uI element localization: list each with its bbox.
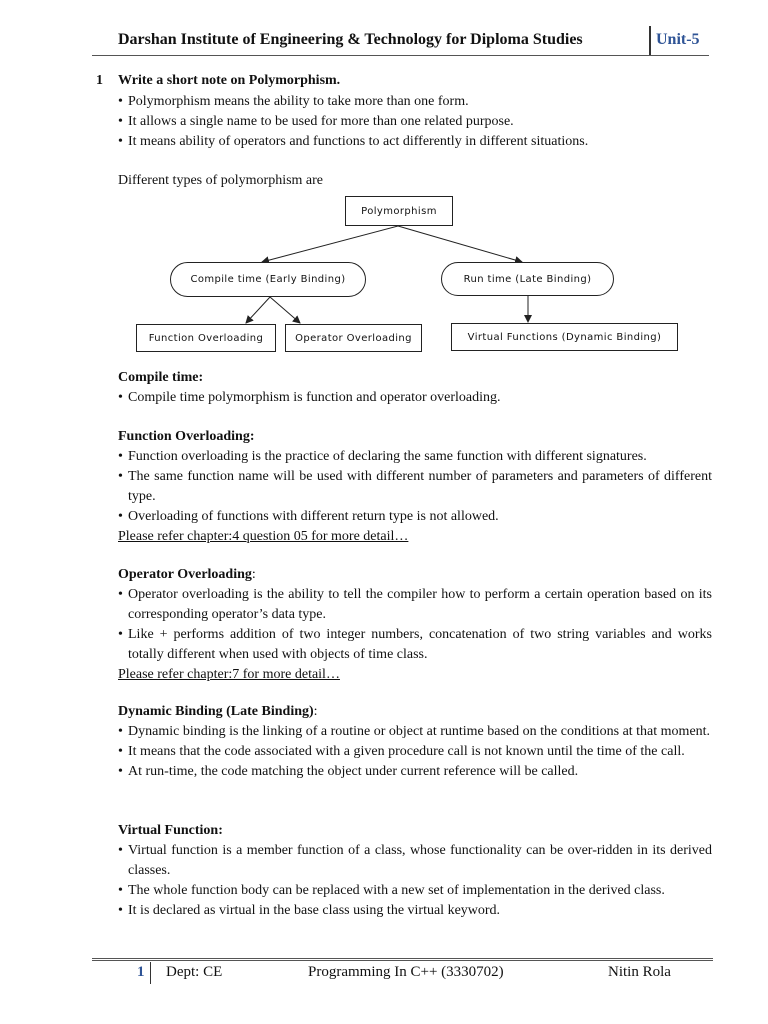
section-bullet: • Overloading of functions with different return type is not allowed.	[118, 507, 712, 527]
intro-bullet: • It means ability of operators and functions to act differently in different situations.	[118, 132, 712, 152]
intro-bullet: • Polymorphism means the ability to take more than one form.	[118, 92, 712, 112]
section-bullet: • At run-time, the code matching the object under current reference will be called.	[118, 762, 712, 782]
question-number: 1	[96, 73, 103, 88]
diagram-node-operator-overloading: Operator Overloading	[285, 324, 422, 352]
header-rule	[92, 55, 709, 56]
arrow-to-operator-overloading	[270, 297, 300, 323]
arrow-to-runtime	[398, 226, 522, 262]
footer-rule	[92, 958, 713, 961]
chapter-reference-link[interactable]: Please refer chapter:4 question 05 for more detail…	[118, 529, 409, 544]
section-dynamic-binding	[118, 702, 712, 782]
intro-bullet: • It allows a single name to be used for more than one related purpose.	[118, 112, 712, 132]
section-bullet: • Virtual function is a member function of a class, whose functionality can be over-ridden in its derived classes.	[118, 841, 712, 881]
types-label: Different types of polymorphism are	[118, 173, 324, 188]
section-bullet: • Operator overloading is the ability to tell the compiler how to perform a certain operation based on its corresponding operator’s data type.	[118, 585, 712, 625]
section-operator-overloading	[118, 565, 712, 685]
diagram-node-compile-time: Compile time (Early Binding)	[170, 262, 366, 297]
section-bullet: • Function overloading is the practice of declaring the same function with different signatures.	[118, 447, 712, 467]
section-heading: Function Overloading:	[118, 429, 255, 444]
section-heading: Virtual Function:	[118, 823, 223, 838]
section-bullet: • It is declared as virtual in the base class using the virtual keyword.	[118, 901, 712, 921]
question-title: Write a short note on Polymorphism.	[118, 73, 341, 88]
header-separator	[649, 26, 651, 56]
section-bullet: • It means that the code associated with a given procedure call is not known until the time of the call.	[118, 742, 712, 762]
intro-list	[118, 92, 712, 152]
header-unit: Unit-5	[656, 31, 700, 48]
footer-dept: Dept: CE	[166, 964, 223, 980]
diagram-node-function-overloading: Function Overloading	[136, 324, 276, 352]
diagram-node-run-time: Run time (Late Binding)	[441, 262, 614, 296]
section-bullet: • Compile time polymorphism is function and operator overloading.	[118, 388, 712, 408]
section-bullet: • The same function name will be used with different number of parameters and parameters of different type.	[118, 467, 712, 507]
section-virtual-function	[118, 821, 712, 921]
section-heading: Dynamic Binding (Late Binding)	[118, 704, 314, 719]
section-bullet: • The whole function body can be replaced with a new set of implementation in the derived class.	[118, 881, 712, 901]
section-function-overloading	[118, 427, 712, 547]
section-bullet: • Like + performs addition of two integer numbers, concatenation of two string variables and works totally different when used with objects of time class.	[118, 625, 712, 665]
section-bullet: • Dynamic binding is the linking of a routine or object at runtime based on the conditions at that moment.	[118, 722, 712, 742]
header-title: Darshan Institute of Engineering & Technology for Diploma Studies	[118, 31, 583, 48]
section-heading: Operator Overloading	[118, 567, 252, 582]
section-heading: Compile time:	[118, 370, 204, 385]
diagram-node-polymorphism: Polymorphism	[345, 196, 453, 226]
heading-colon: :	[313, 704, 318, 719]
footer-author: Nitin Rola	[608, 964, 671, 980]
diagram-node-virtual-functions: Virtual Functions (Dynamic Binding)	[451, 323, 678, 351]
chapter-reference-link[interactable]: Please refer chapter:7 for more detail…	[118, 667, 340, 682]
footer-subject: Programming In C++ (3330702)	[308, 964, 504, 980]
footer-separator	[150, 962, 151, 984]
footer-page-number: 1	[137, 964, 145, 980]
arrow-to-function-overloading	[246, 297, 270, 323]
heading-colon: :	[251, 567, 256, 582]
section-compile-time	[118, 368, 712, 408]
arrow-to-compile	[262, 226, 398, 262]
